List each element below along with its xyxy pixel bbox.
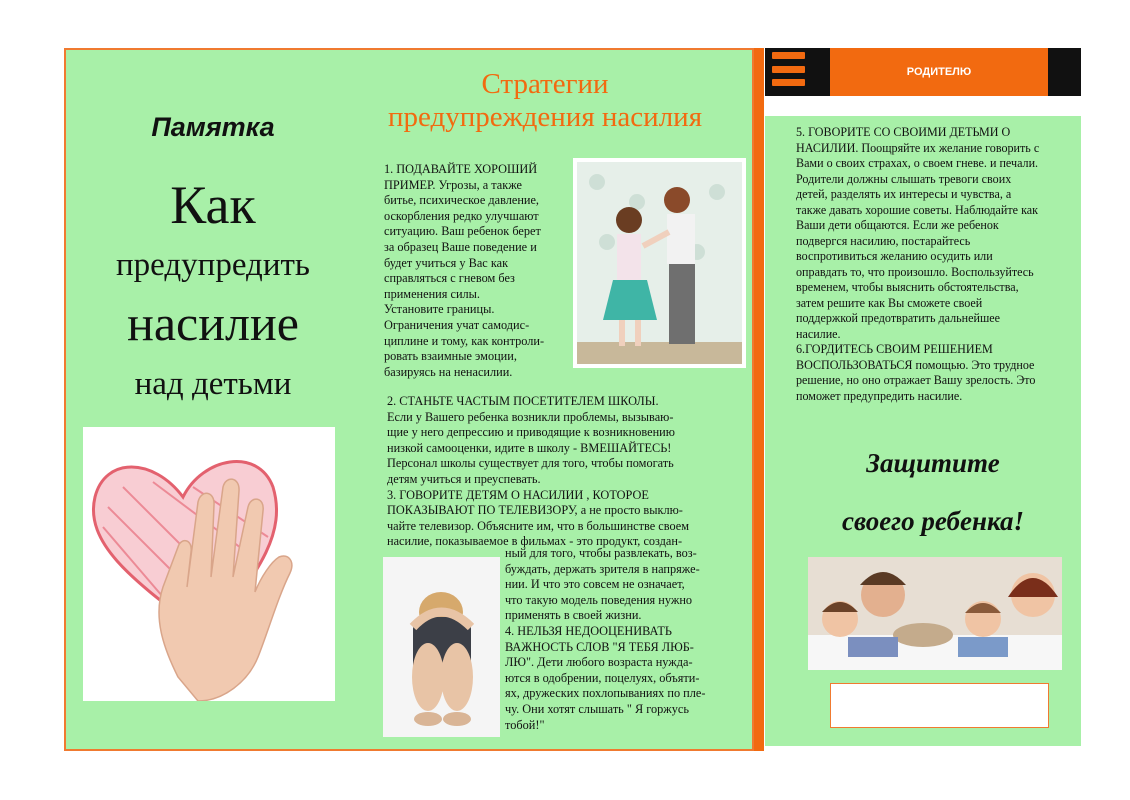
advice-section-2-3: 2. СТАНЬТЕ ЧАСТЫМ ПОСЕТИТЕЛЕМ ШКОЛЫ. Если у Вашего ребенка возникли проблемы, вызываю- щие у него депрессию и приводящие к возникновению низкой самооценки, идите в школу - ВМЕШАЙТЕСЬ! Персонал школы существует для того, чтобы помогать детям учиться и преуспевать. 3. ГОВОРИТЕ ДЕТЯМ О НАСИЛИИ , КОТОРОЕ ПОКАЗЫВАЮТ ПО ТЕЛЕВИЗОРУ, а не просто выклю- чайте телевизор. Объясните им, что в большинстве своем насилие, показываемое в фильмах - это продукт, создан- xyxy=(387,394,689,549)
cover-title-line1: Как xyxy=(170,175,256,235)
advice-section-1: 1. ПОДАВАЙТЕ ХОРОШИЙ ПРИМЕР. Угрозы, а также битье, психическое давление, оскорбления редко улучшают ситуацию. Ваш ребенок берет за образец Ваше поведение и будет учиться у Вас как справляться с гневом без применения силы. Установите границы. Ограничения учат самодис- циплине и тому, как контроли- ровать взаимные эмоции, базируясь на ненасилии. xyxy=(384,162,545,379)
strategies-title-line1: Стратегии xyxy=(481,68,609,100)
advice-section-3-4: ный для того, чтобы развлекать, воз- буждать, держать зрителя в напряже- нии. И что это совсем не означает, что такую модель поведения нужно применять в своей жизни. 4. НЕЛЬЗЯ НЕДООЦЕНИВАТЬ ВАЖНОСТЬ СЛОВ "Я ТЕБЯ ЛЮБ- ЛЮ". Дети любого возраста нужда- ются в одобрении, поцелуях, объяти- ях, дружеских похлопываниях по пле- чу. Они хотят слышать " Я горжусь тобой!" xyxy=(505,546,706,732)
frightened-boy-photo xyxy=(383,557,500,737)
cover-title-line2: предупредить xyxy=(116,247,310,283)
strategies-title xyxy=(360,68,730,135)
protect-heading-line2: своего ребенка! xyxy=(842,506,1024,536)
happy-family-photo xyxy=(808,557,1062,670)
hamburger-menu-icon[interactable] xyxy=(772,52,805,86)
orange-divider xyxy=(754,48,764,751)
memo-title: Памятка xyxy=(151,112,275,142)
strategies-title-line2: предупреждения насилия xyxy=(387,101,703,134)
advice-section-5-6: 5. ГОВОРИТЕ СО СВОИМИ ДЕТЬМИ О НАСИЛИИ. Поощряйте их желание говорить с Вами о своих страхах, о своем гневе. и печали. Родители должны слышать тревоги своих детей, разделять их интересы и чувства, а также давать хорошие советы. Наблюдайте как Ваши дети общаются. Если же ребенок подвергся насилию, постарайтесь воспротивиться желанию осудить или оправдать то, что произошло. Воспользуйтесь временем, чтобы выяснить обстоятельства, затем решите как Вы сможете своей поддержкой предотвратить дальнейшее насилие. 6.ГОРДИТЕСЬ СВОИМ РЕШЕНИЕМ ВОСПОЛЬЗОВАТЬСЯ помощью. Это трудное решение, но оно отражает Вашу зрелость. Это поможет предупредить насилие. xyxy=(796,125,1040,403)
protect-heading-line1: Защитите xyxy=(866,448,1000,478)
heart-hand-image xyxy=(83,427,335,701)
tab-parent[interactable]: РОДИТЕЛЮ xyxy=(830,48,1048,96)
cover-title-line3: насилие xyxy=(127,295,299,351)
parent-child-conflict-photo xyxy=(573,158,746,368)
cover-title-line4: над детьми xyxy=(134,366,292,402)
empty-text-box xyxy=(830,683,1049,728)
